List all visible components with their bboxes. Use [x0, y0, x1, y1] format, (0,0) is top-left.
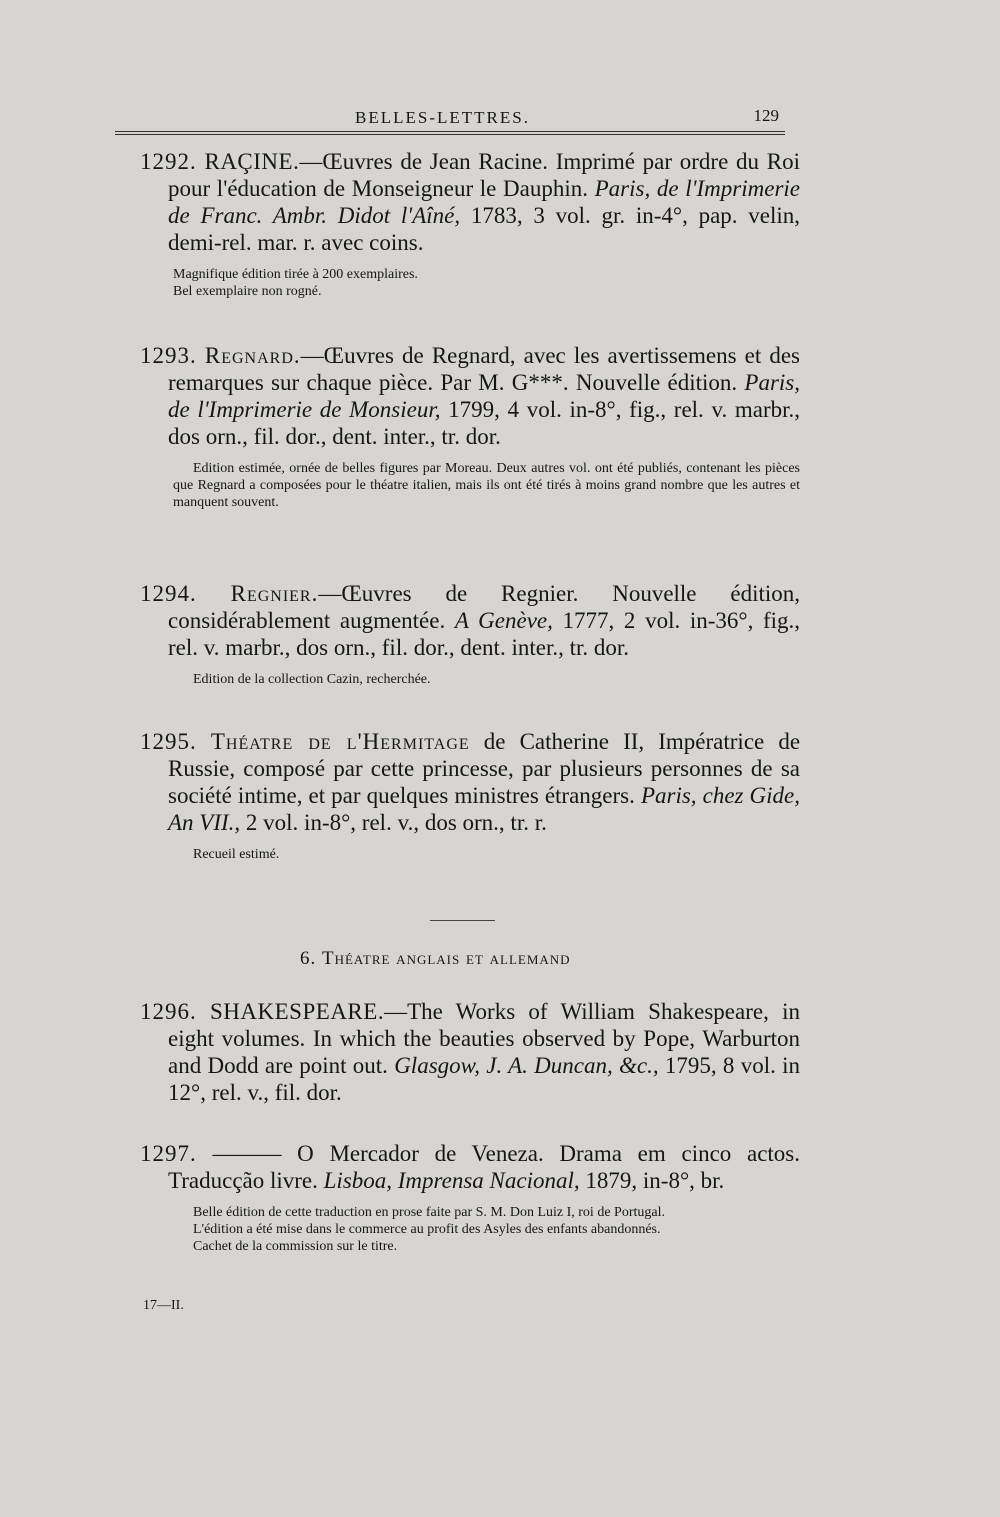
entry-description: 1777, 2 vol. in-36°, fig., rel. v. marbr., dos orn., fil. dor., dent. inter., tr. dor. — [168, 608, 801, 660]
catalogue-entry — [140, 342, 800, 511]
entry-title: Œuvres de Regnier. Nouvelle édition, considérablement augmentée. — [168, 581, 800, 633]
entry-note — [173, 266, 800, 300]
catalogue-entry — [140, 728, 800, 863]
entry-number: 1294. — [140, 581, 197, 606]
entry-description: 1783, 3 vol. gr. in-4°, pap. velin, demi-rel. mar. r. avec coins. — [168, 203, 800, 255]
catalogue-entry — [140, 580, 800, 688]
entry-author: Regnard. — [204, 343, 301, 368]
note-line: Magnifique édition tirée à 200 exemplaires. — [173, 267, 418, 282]
catalogue-entry — [140, 1140, 800, 1255]
entry-description: 1879, in-8°, br. — [585, 1168, 725, 1193]
entry-imprint: Paris, chez Gide, An VII., — [168, 783, 801, 835]
entry-title: de Catherine II, Impératrice de Russie, composé par cette princesse, par plusieurs personnes de sa société intime, et par quelques ministres étrangers. — [168, 729, 801, 808]
entry-dash: — — [384, 999, 408, 1024]
entry-title: O Mercador de Veneza. Drama em cinco actos. Traducção livre. — [168, 1141, 800, 1193]
entry-number: 1293. — [140, 343, 197, 368]
entry-author: Regnier. — [230, 581, 319, 606]
entry-imprint: Paris, de l'Imprimerie de Franc. Ambr. Didot l'Aîné, — [168, 176, 801, 228]
note-line: Edition estimée, ornée de belles figures par Moreau. Deux autres vol. ont été publiés, contenant les pièces que Regnard a composées pour le théatre italien, mais ils ont été tirés à moins grand nombre que les autres et manquent souvent. — [173, 461, 800, 510]
section-divider — [430, 920, 495, 921]
section-number: 6. — [300, 948, 317, 969]
entry-description: 1799, 4 vol. in-8°, fig., rel. v. marbr., dos orn., fil. dor., dent. inter., tr. dor. — [168, 397, 800, 449]
entry-imprint: Paris, de l'Imprimerie de Monsieur, — [168, 370, 800, 422]
entry-author: Théatre de l'Hermitage — [210, 729, 470, 754]
entry-dash: — — [300, 343, 324, 368]
note-line: Edition de la collection Cazin, recherchée. — [193, 672, 431, 687]
entry-number: 1296. — [140, 999, 197, 1024]
entry-note — [173, 1204, 800, 1255]
section-title: Théatre anglais et allemand — [322, 948, 571, 969]
note-line: Belle édition de cette traduction en prose faite par S. M. Don Luiz I, roi de Portugal. — [193, 1205, 665, 1220]
entry-number: 1292. — [140, 149, 197, 174]
page-number: 129 — [753, 106, 779, 125]
entry-note — [173, 846, 800, 863]
entry-imprint: Glasgow, J. A. Duncan, &c., — [394, 1053, 659, 1078]
entry-author: RAÇINE. — [204, 149, 300, 174]
header-rule — [115, 134, 785, 135]
note-line: Cachet de la commission sur le titre. — [193, 1239, 398, 1254]
entry-note — [173, 460, 800, 511]
page-header — [115, 106, 785, 136]
entry-title: The Works of William Shakespeare, in eight volumes. In which the beauties observed by Pope, Warburton and Dodd are point out. — [168, 999, 800, 1078]
entry-title: Œuvres de Regnard, avec les avertissemens et des remarques sur chaque pièce. Par M. G***. Nouvelle édition. — [168, 343, 801, 395]
entry-title: Œuvres de Jean Racine. Imprimé par ordre du Roi pour l'éducation de Monseigneur le Dauphin. — [168, 149, 800, 201]
header-rule — [115, 131, 785, 132]
note-line: Recueil estimé. — [193, 847, 280, 862]
section-heading — [300, 948, 571, 970]
entry-dash: — — [299, 149, 323, 174]
entry-author: ——— — [212, 1141, 282, 1166]
note-line: Bel exemplaire non rogné. — [173, 284, 322, 299]
catalogue-entry — [140, 148, 800, 300]
entry-number: 1297. — [140, 1141, 197, 1166]
catalogue-entry — [140, 998, 800, 1106]
running-title: BELLES-LETTRES. — [355, 108, 530, 127]
entry-description: 1795, 8 vol. in 12°, rel. v., fil. dor. — [168, 1053, 801, 1105]
entry-imprint: A Genève, — [454, 608, 553, 633]
entry-note — [173, 671, 800, 688]
entry-imprint: Lisboa, Imprensa Nacional, — [323, 1168, 580, 1193]
printer-signature: 17—II. — [143, 1298, 184, 1313]
entry-description: 2 vol. in-8°, rel. v., dos orn., tr. r. — [245, 810, 547, 835]
entry-dash: — — [318, 581, 342, 606]
entry-author: SHAKESPEARE. — [210, 999, 385, 1024]
note-line: L'édition a été mise dans le commerce au profit des Asyles des enfants abandonnés. — [193, 1222, 661, 1237]
entry-number: 1295. — [140, 729, 197, 754]
